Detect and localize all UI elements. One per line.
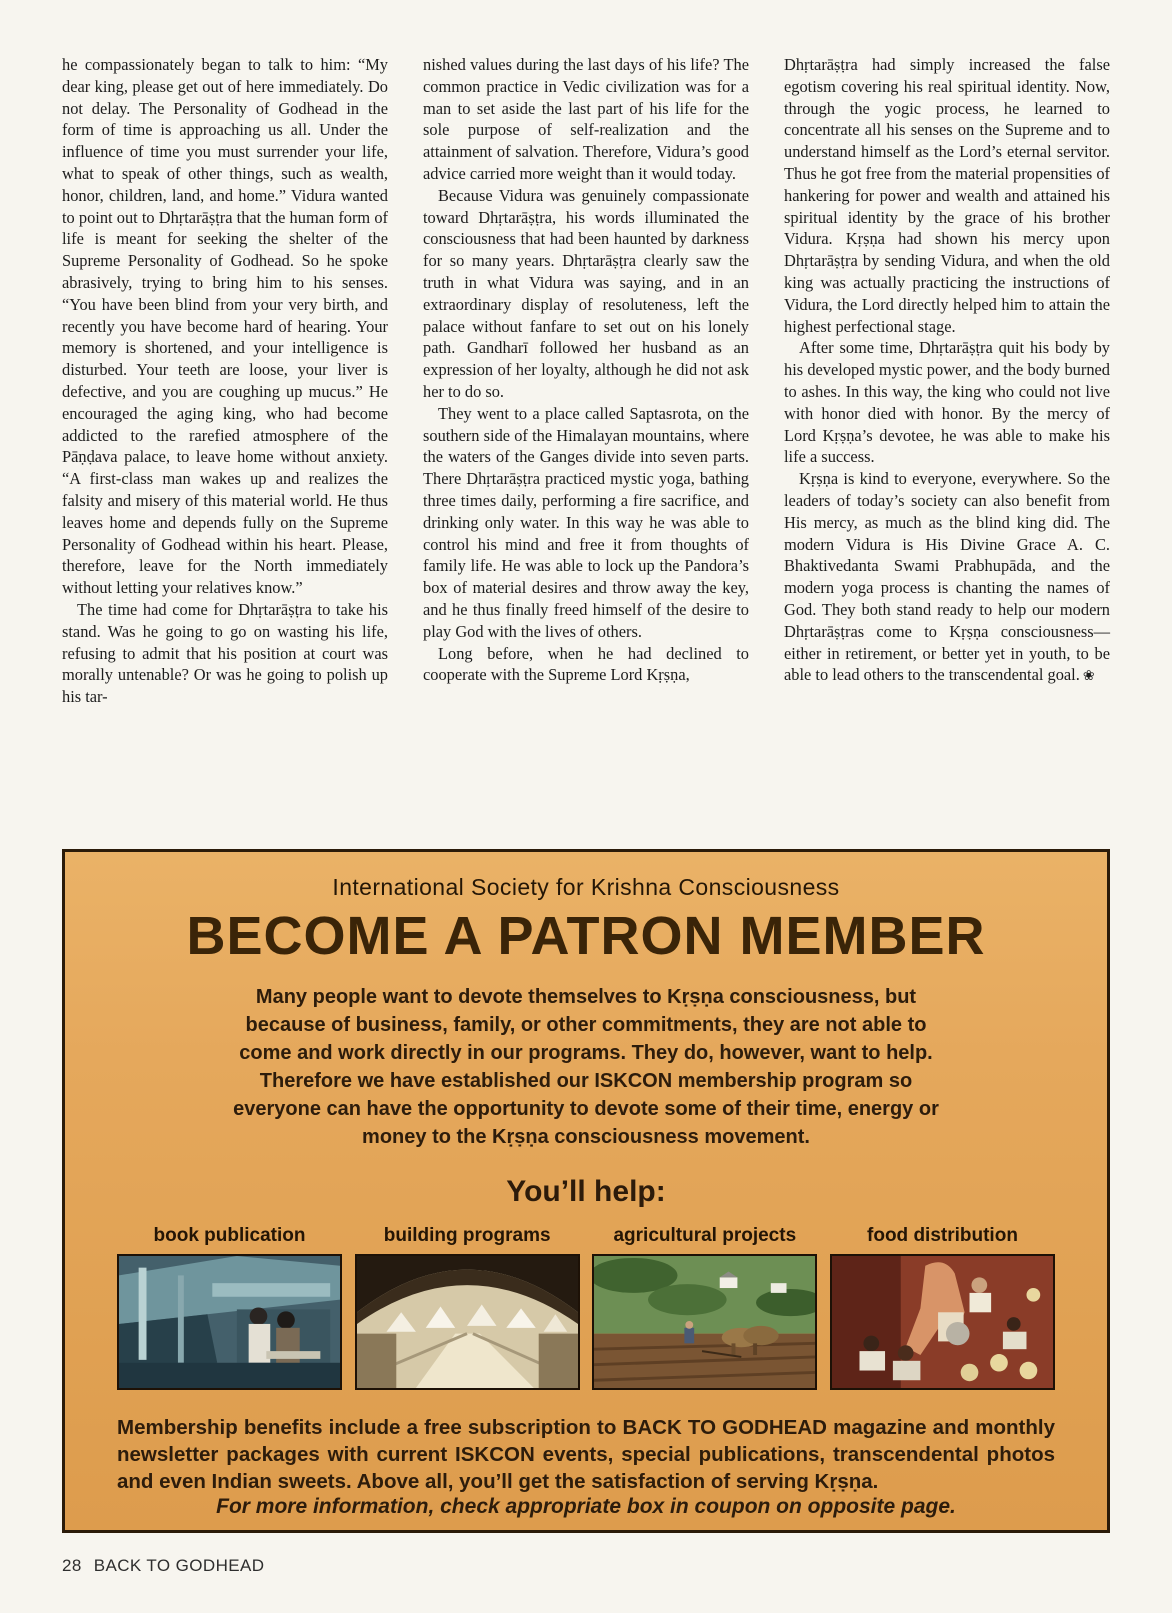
paragraph: nished values during the last days of his life? The common practice in Vedic civilization was for a man to set aside the last part of his life for the sole purpose of self-realization and the attainment of salvation. Therefore, Vidura’s good advice carried more weight than it would today.	[423, 55, 749, 183]
magazine-name: BACK TO GODHEAD	[93, 1556, 265, 1575]
ad-help-heading: You’ll help:	[506, 1175, 666, 1208]
patron-member-ad	[62, 849, 1110, 1533]
paragraph: The time had come for Dhṛtarāṣṭra to take his stand. Was he going to go on wasting his life, refusing to admit that his position at court was morally untenable? Or was he going to polish up his tar-	[62, 599, 388, 707]
paragraph: Long before, when he had declined to cooperate with the Supreme Lord Kṛṣṇa,	[423, 643, 749, 685]
help-item-label: building programs	[383, 1225, 551, 1246]
paragraph-text: Kṛṣṇa is kind to everyone, everywhere. So the leaders of today’s society can also benefit from His mercy, as much as the blind king did. The modern Vidura is His Divine Grace A. C. Bhaktivedanta Swami Prabhupāda, and the modern yoga process is chanting the names of God. They both stand ready to help our modern Dhṛtarāṣṭras come to Kṛṣṇa consciousness—either in retirement, or better yet in youth, to be able to lead others to the transcendental goal.	[784, 469, 1110, 685]
help-item-book-publication	[117, 1225, 342, 1390]
paragraph	[784, 468, 1110, 688]
help-item-building-programs	[355, 1225, 580, 1390]
building-programs-photo	[355, 1254, 580, 1390]
agricultural-projects-photo	[592, 1254, 817, 1390]
article-column-2	[423, 54, 749, 816]
paragraph: he compassionately began to talk to him: “My dear king, please get out of here immediately. Do not delay. The Personality of Godhead in the form of time is approaching us all. Under the influence of time you must surrender your life, what to speak of other things, such as wealth, honor, children, land, and home.” Vidura wanted to point out to Dhṛtarāṣṭra that the human form of life is meant for seeking the shelter of the Supreme Personality of Godhead. So he spoke abrasively, trying to bring him to his senses. “You have been blind from your very birth, and recently you have become hard of hearing. Your memory is shortened, and your intelligence is disturbed. Your teeth are loose, your liver is defective, and you are coughing up mucus.” He encouraged the aging king, who had become addicted to the rarefied atmosphere of the Pāṇḍava palace, to leave home without anxiety. “A first-class man wakes up and realizes the falsity and misery of this material world. He thus leaves home and depends fully on the Supreme Personality of Godhead within his heart. Please, therefore, leave for the North immediately without letting your relatives know.”	[62, 55, 388, 598]
article-column-3	[784, 54, 1110, 816]
food-distribution-photo	[830, 1254, 1055, 1390]
page-footer	[62, 1556, 264, 1576]
paragraph: They went to a place called Saptasrota, on the southern side of the Himalayan mountains, where the waters of the Ganges divide into seven parts. There Dhṛtarāṣṭra practiced mystic yoga, bathing three times daily, performing a fire sacrifice, and drinking only water. In this way he was able to control his mind and free it from thoughts of family life. He was able to lock up the Pandora’s box of material desires and throw away the key, and he thus finally freed himself of the desire to play God with the lives of others.	[423, 403, 749, 641]
help-item-label: book publication	[153, 1225, 306, 1246]
ad-benefits-paragraph: Membership benefits include a free subscription to BACK TO GODHEAD magazine and monthly newsletter packages with current ISKCON events, special publications, transcendental photos and even Indian sweets. Above all, you’ll get the satisfaction of serving Kṛṣṇa.	[117, 1416, 1055, 1493]
help-item-food-distribution	[830, 1225, 1055, 1390]
ad-coupon-note: For more information, check appropriate box in coupon on opposite page.	[216, 1495, 956, 1518]
help-items-row	[117, 1225, 1055, 1390]
ad-kicker: International Society for Krishna Consciousness	[332, 874, 840, 900]
paragraph: After some time, Dhṛtarāṣṭra quit his body by his developed mystic power, and the body burned to ashes. In this way, the king who could not live with honor died with honor. By the mercy of Lord Kṛṣṇa’s devotee, he was able to make his life a success.	[784, 338, 1110, 467]
help-item-label: food distribution	[867, 1225, 1018, 1246]
book-publication-photo	[117, 1254, 342, 1390]
help-item-label: agricultural projects	[613, 1225, 797, 1246]
page-number: 28	[62, 1556, 82, 1575]
help-item-agricultural-projects	[592, 1225, 817, 1390]
ad-intro-paragraph: Many people want to devote themselves to Kṛṣṇa consciousness, but because of business, family, or other commitments, they are not able to come and work directly in our programs. They do, however, want to help. Therefore we have established our ISKCON membership program so everyone can have the opportunity to devote some of their time, energy or money to the Kṛṣṇa consciousness movement.	[233, 986, 939, 1148]
paragraph: Because Vidura was genuinely compassionate toward Dhṛtarāṣṭra, his words illuminated the consciousness that had been haunted by darkness for so many years. Dhṛtarāṣṭra clearly saw the truth in what Vidura was saying, and in an extraordinary display of resoluteness, left the palace without fanfare to set out on his lonely path. Gandharī followed her husband as an expression of her loyalty, although he did not ask her to do so.	[423, 185, 749, 401]
article-column-1	[62, 54, 388, 816]
end-of-article-flower-icon: ❀	[1082, 668, 1095, 685]
ad-title: BECOME A PATRON MEMBER	[186, 906, 986, 966]
paragraph: Dhṛtarāṣṭra had simply increased the false egotism covering his real spiritual identity. Now, through the yogic process, he learned to concentrate all his senses on the Supreme and to understand himself as the Lord’s eternal servitor. Thus he got free from the material propensities of hankering for power and wealth and attained his spiritual identity by the grace of his brother Vidura. Kṛṣṇa had shown his mercy upon Dhṛtarāṣṭra by sending Vidura, and when the old king was actually practicing the instructions of Vidura, the Lord directly helped him to attain the highest perfectional stage.	[784, 55, 1110, 336]
